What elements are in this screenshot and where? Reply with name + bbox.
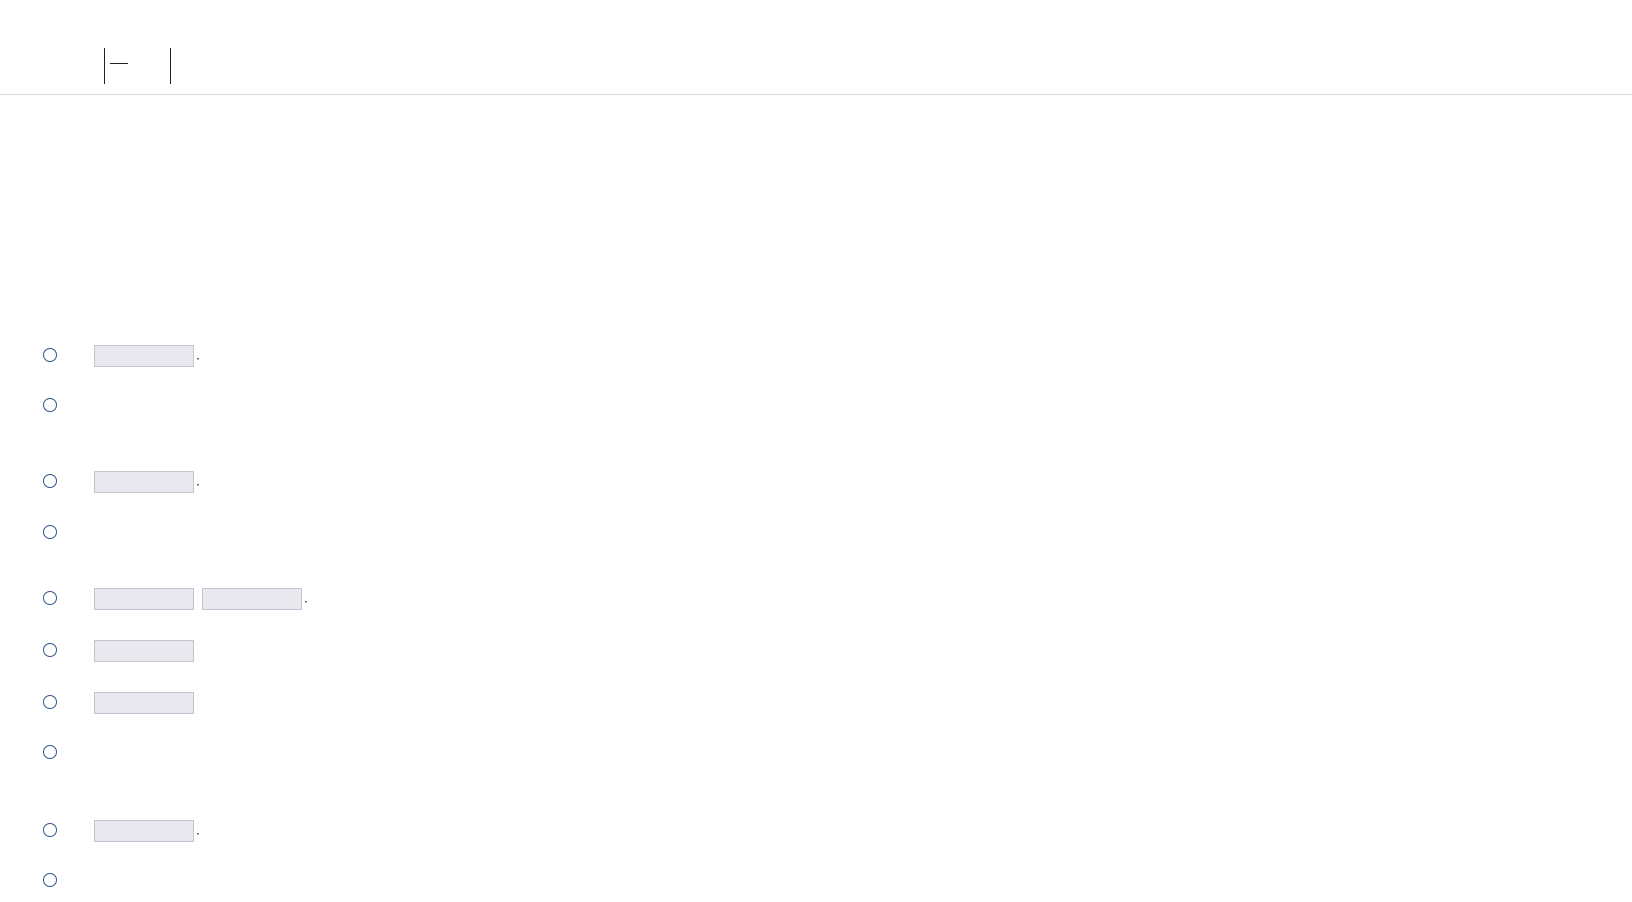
max-option-b-radio[interactable]: [43, 525, 57, 539]
deriv-option-a: .: [92, 820, 200, 842]
inc-option-b: [92, 640, 196, 662]
function-formula: [66, 44, 186, 86]
inc-option-b-radio[interactable]: [43, 643, 57, 657]
inc-option-a: .: [92, 588, 308, 610]
inc-c-increasing-box[interactable]: [94, 692, 194, 714]
abs-bar-right: [170, 48, 171, 84]
min-option-a: .: [92, 345, 200, 367]
min-option-b-radio[interactable]: [43, 398, 57, 412]
inc-option-d-radio[interactable]: [43, 745, 57, 759]
inc-b-decreasing-box[interactable]: [94, 640, 194, 662]
abs-bar-left: [104, 48, 105, 84]
inc-option-a-radio[interactable]: [43, 591, 57, 605]
max-answer-box[interactable]: [94, 471, 194, 493]
inc-option-c-radio[interactable]: [43, 695, 57, 709]
deriv-answer-box[interactable]: [94, 820, 194, 842]
max-option-a: .: [92, 471, 200, 493]
deriv-option-b-radio[interactable]: [43, 873, 57, 887]
divider: [0, 94, 1632, 95]
deriv-option-a-radio[interactable]: [43, 823, 57, 837]
fraction-line: [110, 63, 128, 64]
inc-a-decreasing-box[interactable]: [94, 588, 194, 610]
min-answer-box[interactable]: [94, 345, 194, 367]
min-option-a-radio[interactable]: [43, 348, 57, 362]
max-option-a-radio[interactable]: [43, 474, 57, 488]
inc-option-c: [92, 692, 196, 714]
inc-a-increasing-box[interactable]: [202, 588, 302, 610]
